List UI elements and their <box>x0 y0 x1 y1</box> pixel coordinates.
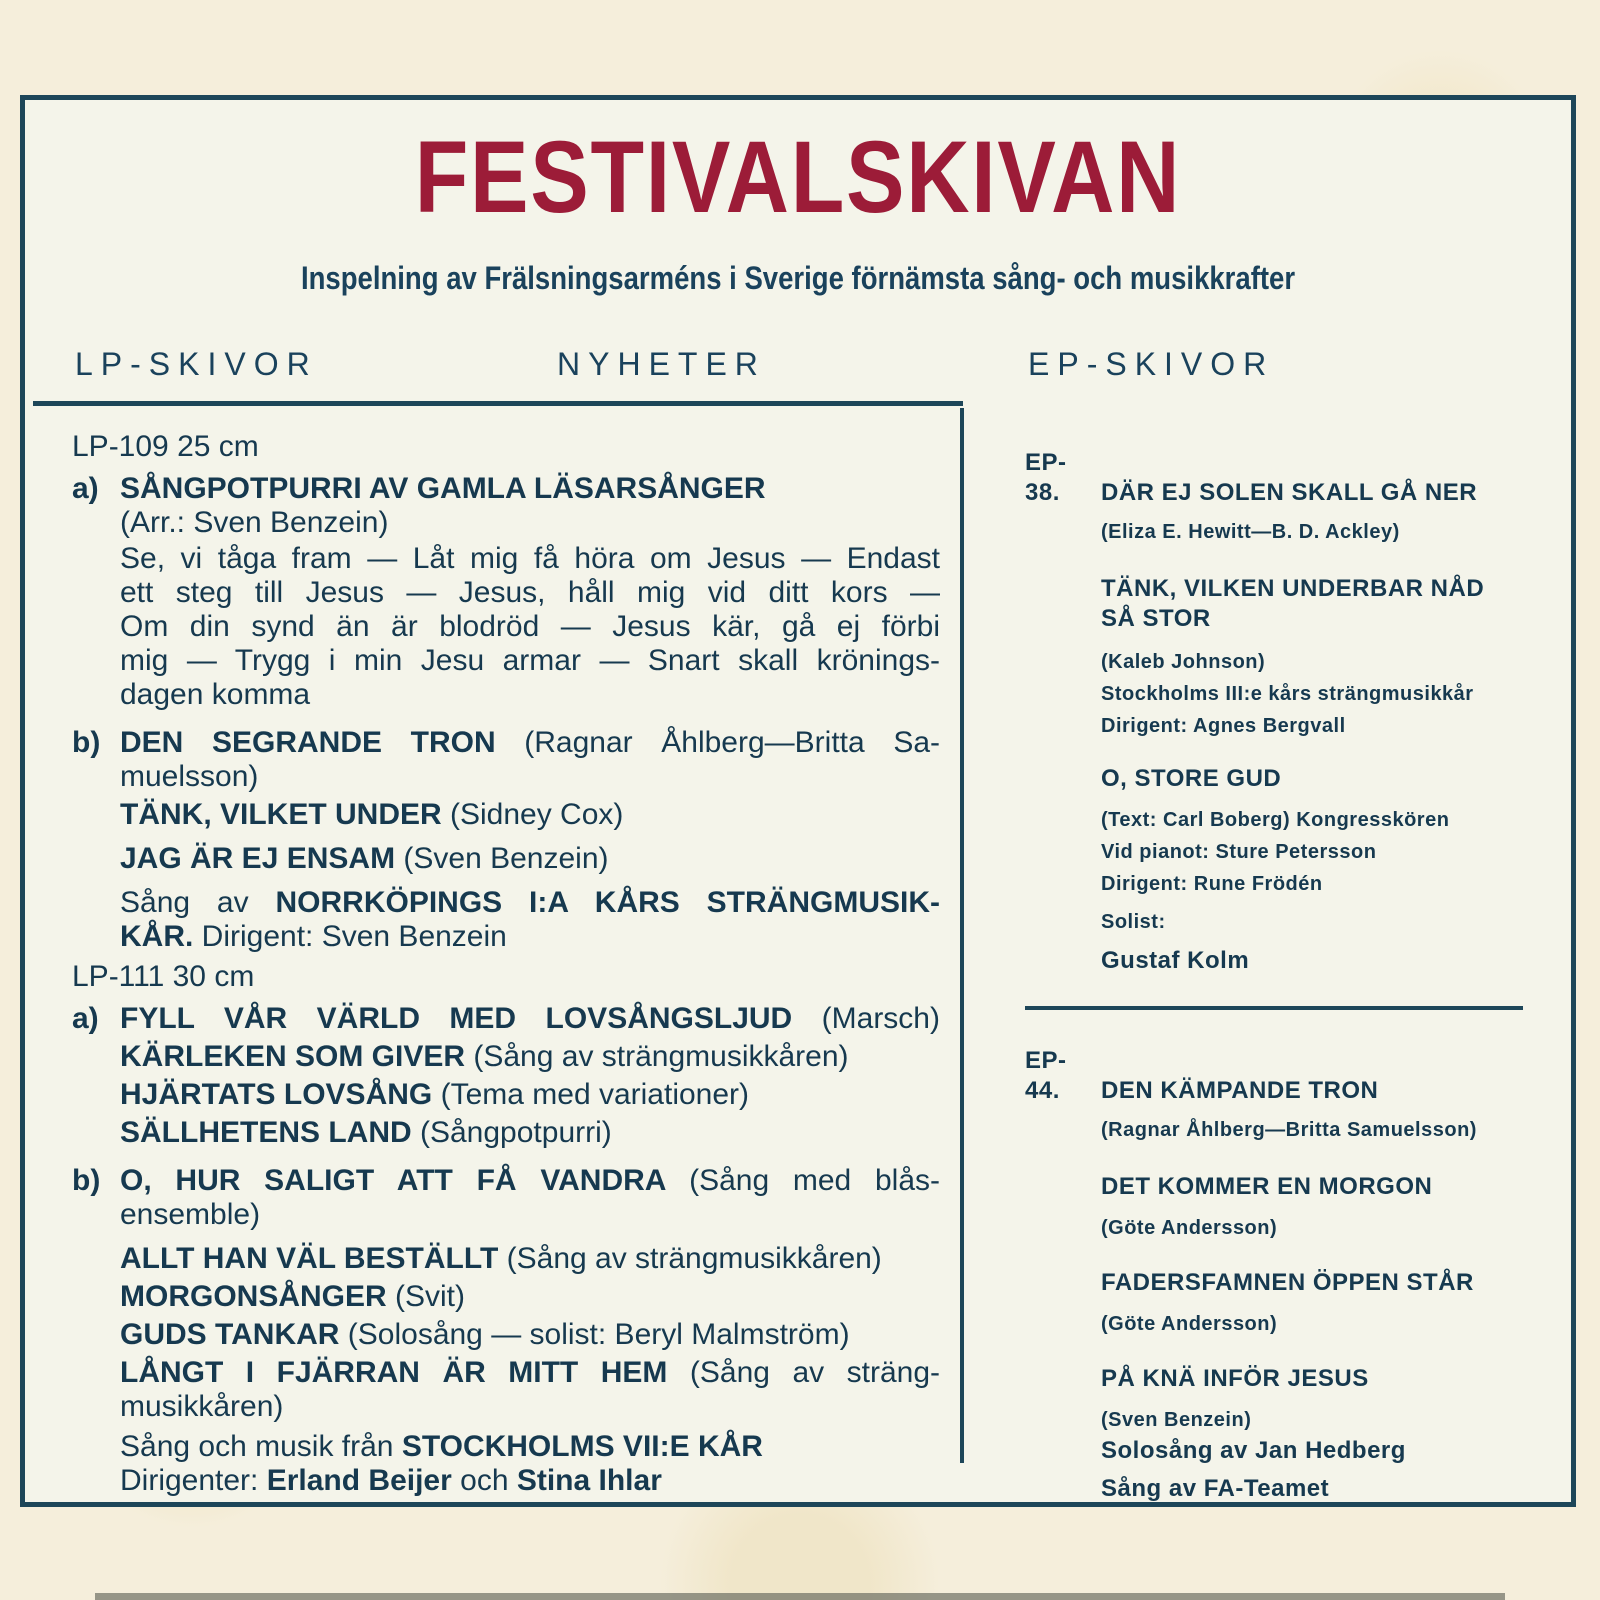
ep-track-line-label: EP-44. <box>1025 1047 1067 1104</box>
ep-track-line: EP-38. DÄR EJ SOLEN SKALL GÅ NER <box>1025 449 1478 506</box>
lp-track-line-label: a) <box>72 472 99 505</box>
ep-track-line: (Göte Andersson) <box>1101 1313 1278 1335</box>
lp-track-line: GUDS TANKAR (Solosång — solist: Beryl Malmström) <box>120 1318 850 1351</box>
ep-track-line: (Text: Carl Boberg) Kongresskören <box>1101 809 1450 831</box>
lp-track-line: a) FYLL VÅR VÄRLD MED LOVSÅNGSLJUD (Marsch) <box>72 1002 940 1035</box>
lp-track-line: a) SÅNGPOTPURRI AV GAMLA LÄSARSÅNGER <box>72 472 766 505</box>
ep-track-line: TÄNK, VILKEN UNDERBAR NÅD <box>1101 575 1485 602</box>
lp-track-line: Sång av NORRKÖPINGS I:A KÅRS STRÄNGMUSIK- <box>120 886 940 919</box>
lp-track-line: Se, vi tåga fram — Låt mig få höra om Jesus — Endast <box>120 542 940 575</box>
ep-track-line: EP-44. DEN KÄMPANDE TRON <box>1025 1047 1379 1104</box>
ep-track-line: (Ragnar Åhlberg—Britta Samuelsson) <box>1101 1119 1477 1141</box>
lp-track-line: LP-109 25 cm <box>72 430 259 463</box>
frame-border <box>20 95 1576 1507</box>
ep-track-line: (Kaleb Johnson) <box>1101 651 1266 673</box>
lp-track-line: MORGONSÅNGER (Svit) <box>120 1280 466 1313</box>
ep-track-line: Vid pianot: Sture Petersson <box>1101 841 1377 863</box>
lp-track-line: musikkåren) <box>120 1390 284 1423</box>
lp-track-line: HJÄRTATS LOVSÅNG (Tema med variationer) <box>120 1078 750 1111</box>
ep-track-line: FADERSFAMNEN ÖPPEN STÅR <box>1101 1269 1474 1296</box>
lp-track-line: ALLT HAN VÄL BESTÄLLT (Sång av strängmusikkåren) <box>120 1242 882 1275</box>
lp-track-line: b) O, HUR SALIGT ATT FÅ VANDRA (Sång med blås- <box>72 1164 940 1197</box>
ep-track-line: Solist: <box>1101 911 1166 933</box>
left-column-rule <box>33 401 963 406</box>
lp-track-line: JAG ÄR EJ ENSAM (Sven Benzein) <box>120 842 609 875</box>
lp-track-line: mig — Trygg i min Jesu armar — Snart skall krönings- <box>120 644 940 677</box>
ep-track-line: (Sven Benzein) <box>1101 1409 1252 1431</box>
lp-track-line-label: b) <box>72 726 101 759</box>
lp-track-list <box>72 430 940 1498</box>
ep-track-line: DET KOMMER EN MORGON <box>1101 1173 1433 1200</box>
lp-track-line: (Arr.: Sven Benzein) <box>120 506 389 539</box>
ep-track-line: (Eliza E. Hewitt—B. D. Ackley) <box>1101 521 1400 543</box>
ep-track-line: Gustaf Kolm <box>1101 947 1250 974</box>
lp-track-line-label: b) <box>72 1164 101 1197</box>
ep-track-line: (Göte Andersson) <box>1101 1217 1278 1239</box>
ep-track-line: Dirigent: Rune Frödén <box>1101 873 1323 895</box>
ep-track-list <box>1025 448 1531 1504</box>
ep-track-line-label: EP-38. <box>1025 449 1067 506</box>
lp-track-line: KÄRLEKEN SOM GIVER (Sång av strängmusikkåren) <box>120 1040 849 1073</box>
column-divider-line <box>960 408 964 1463</box>
lp-track-line: Om din synd än är blodröd — Jesus kär, gå ej förbi <box>120 610 940 643</box>
lp-track-line: KÅR. Dirigent: Sven Benzein <box>120 920 507 953</box>
subtitle: Inspelning av Frälsningsarméns i Sverige förnämsta sång- och musikkrafter <box>300 260 1296 296</box>
lp-track-line: Sång och musik från STOCKHOLMS VII:E KÅR <box>120 1430 763 1463</box>
lp-track-line: b) DEN SEGRANDE TRON (Ragnar Åhlberg—Britta Sa- <box>72 726 940 759</box>
column-header-lp-skivor: LP-SKIVOR <box>75 346 318 382</box>
lp-track-line: Dirigenter: Erland Beijer och Stina Ihlar <box>120 1464 662 1497</box>
lp-track-line: dagen komma <box>120 678 311 711</box>
lp-track-line: muelsson) <box>120 760 259 793</box>
ep-track-line: Dirigent: Agnes Bergvall <box>1101 715 1346 737</box>
lp-track-line-label: a) <box>72 1002 99 1035</box>
lp-track-line: SÄLLHETENS LAND (Sångpotpurri) <box>120 1116 612 1149</box>
page-title: FESTIVALSKIVAN <box>414 120 1182 234</box>
ep-track-line: Solosång av Jan Hedberg <box>1101 1437 1406 1464</box>
ep-track-line: Sång av FA-Teamet <box>1101 1475 1330 1502</box>
ep-track-line: O, STORE GUD <box>1101 765 1282 792</box>
lp-track-line: LP-111 30 cm <box>72 960 255 993</box>
column-header-ep-skivor: EP-SKIVOR <box>1028 346 1275 382</box>
lp-track-line: ensemble) <box>120 1198 261 1231</box>
ep-track-line: PÅ KNÄ INFÖR JESUS <box>1101 1365 1369 1392</box>
lp-track-line: TÄNK, VILKET UNDER (Sidney Cox) <box>120 798 624 831</box>
ep-section-divider <box>1025 1006 1523 1010</box>
column-header-nyheter: NYHETER <box>557 346 766 382</box>
ep-track-line: SÅ STOR <box>1101 605 1211 632</box>
lp-track-line: ett steg till Jesus — Jesus, håll mig vid ditt kors — <box>120 576 940 609</box>
ep-track-line: Stockholms III:e kårs strängmusikkår <box>1101 683 1474 705</box>
scan-edge-artifact <box>95 1593 1505 1600</box>
lp-track-line: LÅNGT I FJÄRRAN ÄR MITT HEM (Sång av sträng- <box>120 1356 940 1389</box>
